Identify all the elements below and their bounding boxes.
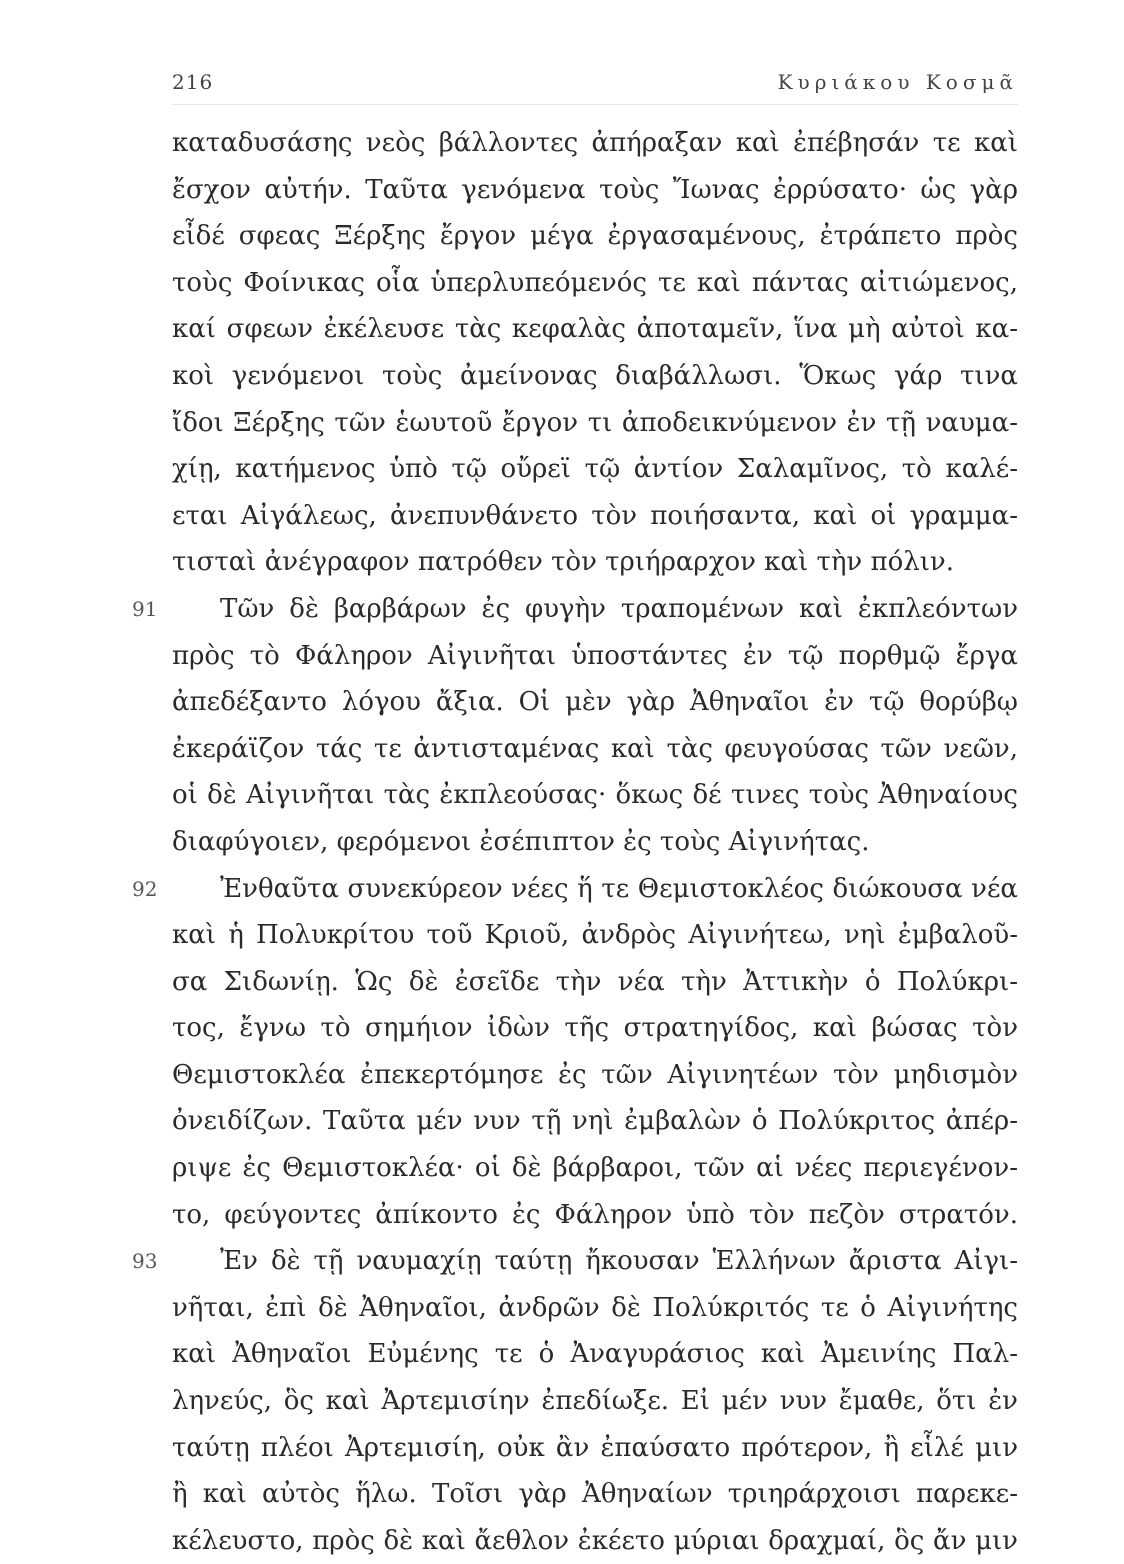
text-line <box>172 1471 1018 1518</box>
line-text: το, φεύγοντες ἀπίκοντο ἐς Φάληρον ὑπὸ τὸν πεζὸν στρατόν. <box>172 1199 1018 1230</box>
line-text: κοὶ γενόμενοι τοὺς ἀμείνονας διαβάλλωσι. Ὅκως γάρ τινα <box>172 360 1018 391</box>
running-head: Κυριάκου Κοσμᾶ <box>777 70 1018 94</box>
line-text: σα Σιδωνίῃ. Ὡς δὲ ἐσεῖδε τὴν νέα τὴν Ἀττικὴν ὁ Πολύκρι- <box>172 966 1018 997</box>
text-line <box>172 1285 1018 1332</box>
text-line <box>172 1052 1018 1099</box>
line-text: ἔσχον αὐτήν. Ταῦτα γενόμενα τοὺς Ἴωνας ἐρρύσατο· ὡς γὰρ <box>172 174 1018 205</box>
line-text: οἱ δὲ Αἰγινῆται τὰς ἐκπλεούσας· ὅκως δέ τινες τοὺς Ἀθηναίους <box>172 780 1018 811</box>
line-text: ληνεύς, ὃς καὶ Ἀρτεμισίην ἐπεδίωξε. Εἰ μέν νυν ἔμαθε, ὅτι ἐν <box>172 1386 1018 1417</box>
text-line <box>172 213 1018 260</box>
line-text: καὶ ἡ Πολυκρίτου τοῦ Κριοῦ, ἀνδρὸς Αἰγινήτεω, νηὶ ἐμβαλοῦ- <box>172 920 1018 951</box>
text-line <box>132 1238 1018 1285</box>
chapter-number: 91 <box>132 596 158 621</box>
text-line <box>172 353 1018 400</box>
text-line <box>172 539 1018 586</box>
text-line <box>172 400 1018 447</box>
line-text: τος, ἔγνω τὸ σημήιον ἰδὼν τῆς στρατηγίδος, καὶ βώσας τὸν <box>172 1013 1018 1044</box>
line-text: καί σφεων ἐκέλευσε τὰς κεφαλὰς ἀποταμεῖν, ἵνα μὴ αὐτοὶ κα- <box>172 314 1018 345</box>
line-text: Ἐν δὲ τῇ ναυμαχίῃ ταύτῃ ἤκουσαν Ἑλλήνων ἄριστα Αἰγι- <box>220 1246 1018 1277</box>
line-text: ἀπεδέξαντο λόγου ἄξια. Οἱ μὲν γὰρ Ἀθηναῖοι ἐν τῷ θορύβῳ <box>172 687 1018 718</box>
text-line <box>172 446 1018 493</box>
line-text: Ἐνθαῦτα συνεκύρεον νέες ἥ τε Θεμιστοκλέος διώκουσα νέα <box>220 873 1018 904</box>
line-text: Τῶν δὲ βαρβάρων ἐς φυγὴν τραπομένων καὶ ἐκπλεόντων <box>220 593 1018 624</box>
text-line <box>172 1425 1018 1472</box>
line-text: ἢ καὶ αὐτὸς ἥλω. Τοῖσι γὰρ Ἀθηναίων τριηράρχοισι παρεκε- <box>172 1479 1018 1510</box>
text-line <box>172 1098 1018 1145</box>
text-line <box>172 959 1018 1006</box>
text-line <box>172 1518 1018 1564</box>
line-text: ταύτῃ πλέοι Ἀρτεμισίη, οὐκ ἂν ἐπαύσατο πρότερον, ἢ εἷλέ μιν <box>172 1432 1018 1463</box>
line-text: ἐκεράϊζον τάς τε ἀντισταμένας καὶ τὰς φευγούσας τῶν νεῶν, <box>172 733 1018 764</box>
line-text: τοὺς Φοίνικας οἷα ὑπερλυπεόμενός τε καὶ πάντας αἰτιώμενος, <box>172 267 1018 298</box>
text-line <box>172 912 1018 959</box>
line-text: κέλευστο, πρὸς δὲ καὶ ἄεθλον ἐκέετο μύριαι δραχμαί, ὃς ἄν μιν <box>172 1525 1018 1556</box>
page-number: 216 <box>172 70 214 94</box>
text-line <box>172 306 1018 353</box>
line-text: καὶ Ἀθηναῖοι Εὐμένης τε ὁ Ἀναγυράσιος καὶ Ἀμεινίης Παλ- <box>172 1339 1018 1370</box>
line-text: ὀνειδίζων. Ταῦτα μέν νυν τῇ νηὶ ἐμβαλὼν ὁ Πολύκριτος ἀπέρ- <box>172 1106 1018 1137</box>
text-line <box>172 1378 1018 1425</box>
text-line <box>172 120 1018 167</box>
text-line <box>172 772 1018 819</box>
text-line <box>172 679 1018 726</box>
line-text: καταδυσάσης νεὸς βάλλοντες ἀπήραξαν καὶ ἐπέβησάν τε καὶ <box>172 128 1018 158</box>
text-line <box>172 1192 1018 1239</box>
text-line <box>172 819 1018 866</box>
text-line <box>172 1331 1018 1378</box>
text-line <box>132 866 1018 913</box>
text-line <box>172 726 1018 773</box>
line-text: νῆται, ἐπὶ δὲ Ἀθηναῖοι, ἀνδρῶν δὲ Πολύκριτός τε ὁ Αἰγινήτης <box>172 1292 1018 1323</box>
line-text: πρὸς τὸ Φάληρον Αἰγινῆται ὑποστάντες ἐν τῷ πορθμῷ ἔργα <box>172 640 1018 671</box>
chapter-number: 93 <box>132 1249 158 1274</box>
line-text: εἶδέ σφεας Ξέρξης ἔργον μέγα ἐργασαμένους, ἐτράπετο πρὸς <box>172 221 1018 252</box>
text-line <box>172 1145 1018 1192</box>
line-text: Θεμιστοκλέα ἐπεκερτόμησε ἐς τῶν Αἰγινητέων τὸν μηδισμὸν <box>172 1059 1018 1090</box>
chapter-number: 92 <box>132 876 158 901</box>
body-text <box>132 120 1018 1564</box>
line-text: τισταὶ ἀνέγραφον πατρόθεν τὸν τριήραρχον καὶ τὴν πόλιν. <box>172 547 954 578</box>
line-text: χίῃ, κατήμενος ὑπὸ τῷ οὔρεϊ τῷ ἀντίον Σαλαμῖνος, τὸ καλέ- <box>172 454 1018 485</box>
text-line <box>172 493 1018 540</box>
page-header <box>172 70 1018 105</box>
text-line <box>132 586 1018 633</box>
text-line <box>172 167 1018 214</box>
line-text: ριψε ἐς Θεμιστοκλέα· οἱ δὲ βάρβαροι, τῶν αἱ νέες περιεγένον- <box>172 1153 1018 1184</box>
text-line <box>172 633 1018 680</box>
line-text: ἴδοι Ξέρξης τῶν ἑωυτοῦ ἔργον τι ἀποδεικνύμενον ἐν τῇ ναυμα- <box>172 407 1018 438</box>
line-text: εται Αἰγάλεως, ἀνεπυνθάνετο τὸν ποιήσαντα, καὶ οἱ γραμμα- <box>172 500 1018 531</box>
text-line <box>172 1005 1018 1052</box>
text-line <box>172 260 1018 307</box>
line-text: διαφύγοιεν, φερόμενοι ἐσέπιπτον ἐς τοὺς Αἰγινήτας. <box>172 826 870 857</box>
